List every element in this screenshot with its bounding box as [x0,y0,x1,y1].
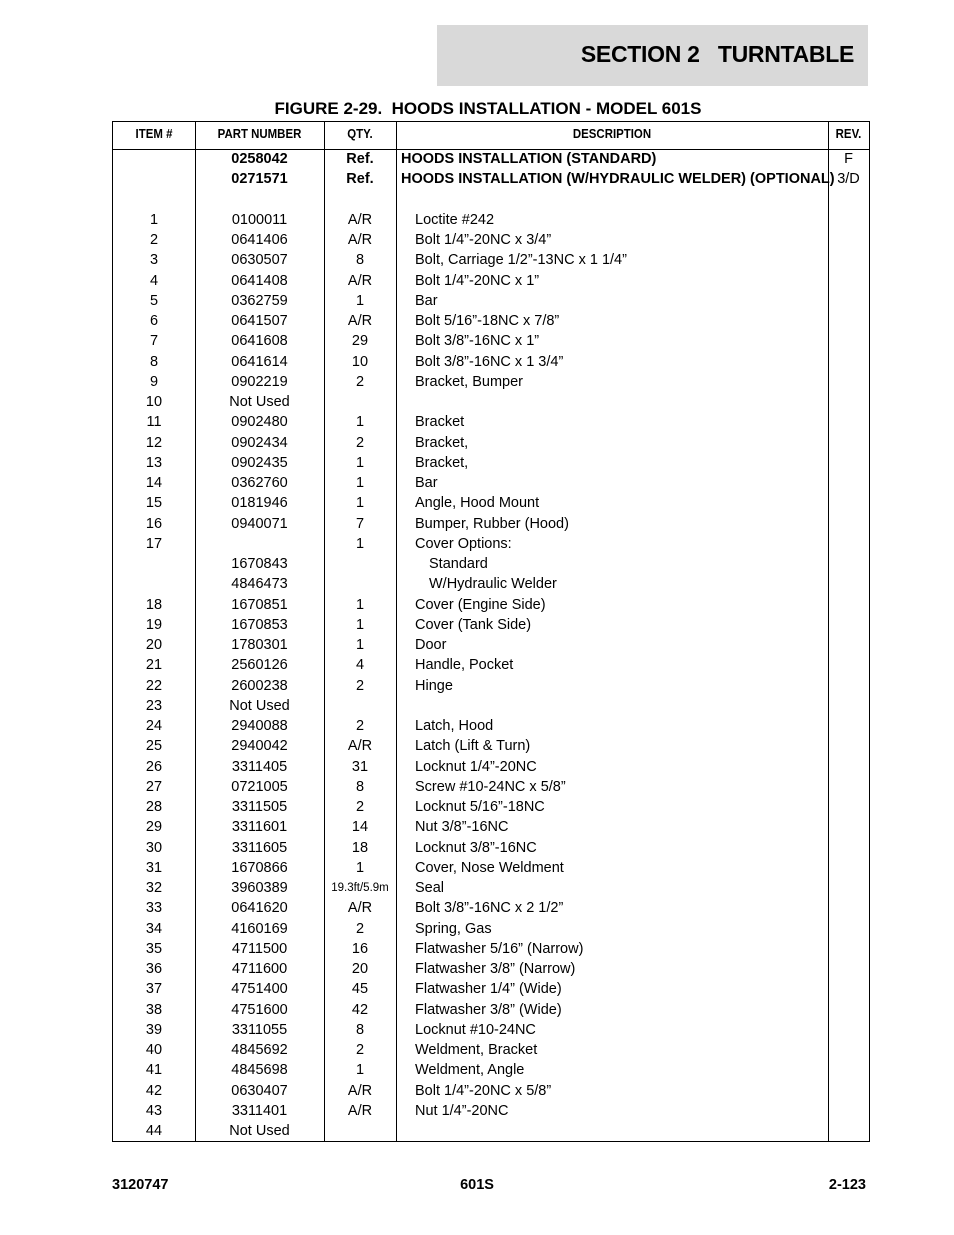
footer-doc-number: 3120747 [112,1177,169,1193]
cell-part-number: 0641620 [231,900,288,917]
cell-part-number: 0721005 [231,778,288,795]
table-row [113,676,869,696]
table-row [113,655,869,675]
table-row [113,392,869,412]
cell-qty: 1 [355,859,365,876]
cell-qty: 1 [355,292,365,309]
cell-description: Bracket, Bumper [415,373,523,390]
table-row [113,352,869,372]
cell-part-number: 4845692 [231,1042,288,1058]
table-row [113,412,869,432]
table-row [113,534,869,554]
cell-qty: 10 [351,353,369,370]
cell-item: 17 [145,535,163,552]
cell-qty: A/R [347,211,373,228]
table-row [113,574,869,594]
cell-item: 44 [145,1123,163,1139]
section-title: SECTION 2 TURNTABLE [580,41,854,67]
table-row [113,635,869,655]
cell-description: Weldment, Bracket [415,1042,538,1058]
cell-item: 7 [149,333,159,350]
cell-part-number: 0641408 [231,272,288,289]
cell-qty: Ref. [346,151,374,167]
cell-part-number: 0902434 [231,434,288,451]
table-row [113,736,869,756]
cell-item: 37 [145,981,163,998]
cell-part-number: 1670843 [231,556,288,572]
cell-part-number: 0362759 [231,292,288,309]
cell-description: Cover, Nose Weldment [415,859,564,876]
cell-part-number: 0641614 [231,353,288,370]
cell-item: 5 [149,292,159,309]
cell-part-number: Not Used [229,1123,290,1139]
cell-qty: 1 [355,535,365,552]
table-row [113,1000,869,1020]
cell-description: Flatwasher 3/8” (Narrow) [415,961,576,977]
cell-item: 39 [145,1021,163,1038]
table-row [113,250,869,270]
table-row [113,372,869,392]
cell-part-number: 0271571 [231,171,288,188]
cell-qty: 1 [355,1062,365,1079]
cell-item: 13 [145,454,163,471]
cell-part-number: 4751600 [231,1001,288,1018]
cell-item: 43 [145,1102,163,1119]
cell-qty: A/R [347,738,373,755]
cell-description: Door [415,637,447,653]
table-row [113,797,869,817]
table-row [113,858,869,878]
cell-item: 21 [145,657,163,674]
cell-qty: 4 [355,657,365,674]
cell-part-number: 1670851 [231,596,288,613]
table-row [113,331,869,351]
cell-item: 24 [145,718,163,734]
table-row [113,291,869,311]
table-row [113,271,869,291]
table-row [113,919,869,939]
cell-part-number: 3311401 [231,1102,288,1119]
cell-item: 28 [145,799,163,815]
table-row [113,939,869,959]
cell-item: 27 [145,778,163,795]
cell-item: 16 [145,515,163,532]
cell-rev: F [844,151,853,167]
cell-item: 19 [145,616,163,633]
cell-part-number: 3311505 [231,799,288,815]
cell-description: Seal [415,880,445,896]
cell-part-number: 3960389 [231,880,288,896]
cell-item: 42 [145,1082,163,1099]
cell-part-number: 0362760 [231,475,288,491]
cell-qty: 14 [351,819,369,836]
cell-part-number: 2560126 [231,657,288,674]
cell-part-number: 0630407 [231,1082,288,1099]
cell-description: Bolt 5/16”-18NC x 7/8” [415,313,560,329]
cell-item: 9 [149,373,159,390]
cell-item: 40 [145,1042,163,1058]
cell-description: Latch, Hood [415,718,494,734]
cell-description: Bumper, Rubber (Hood) [415,515,569,532]
section-header-box [437,25,868,86]
cell-description: Standard [429,556,488,572]
cell-description: Bar [415,292,438,309]
cell-part-number: 0902435 [231,454,288,471]
cell-qty: A/R [347,900,373,917]
table-body [113,149,869,1141]
table-row [113,817,869,837]
cell-item: 35 [145,940,163,957]
cell-part-number: 2940088 [231,718,288,734]
cell-item: 41 [145,1062,163,1079]
cell-item: 10 [145,394,163,410]
cell-description: Weldment, Angle [415,1062,525,1079]
cell-qty: 18 [351,839,369,856]
cell-part-number: 3311601 [231,819,288,836]
cell-description: Angle, Hood Mount [415,495,540,512]
cell-qty: 29 [351,333,369,350]
cell-item: 22 [145,677,163,694]
cell-qty: 2 [355,799,365,815]
table-row [113,898,869,918]
cell-part-number: 0641507 [231,313,288,329]
cell-description: Bolt 1/4”-20NC x 5/8” [415,1082,552,1099]
cell-part-number: 4846473 [231,576,288,593]
cell-qty: 8 [355,778,365,795]
cell-qty: 1 [355,637,365,653]
cell-description: Loctite #242 [415,211,495,228]
cell-description: HOODS INSTALLATION (STANDARD) [401,151,657,167]
cell-part-number: 0902219 [231,373,288,390]
cell-qty: 1 [355,454,365,471]
table-row [113,1081,869,1101]
cell-qty: A/R [347,313,373,329]
cell-qty: 8 [355,1021,365,1038]
table-row [113,210,869,230]
table-row [113,230,869,250]
cell-qty: 20 [351,961,369,977]
cell-description: Locknut 3/8”-16NC [415,839,537,856]
cell-description: Bracket [415,414,465,431]
cell-item: 36 [145,961,163,977]
cell-item: 15 [145,495,163,512]
cell-description: Nut 1/4”-20NC [415,1102,509,1119]
column-header-description: DESCRIPTION [572,126,652,141]
cell-item: 31 [145,859,163,876]
cell-item: 2 [149,232,159,248]
table-row [113,149,869,169]
cell-rev: 3/D [837,171,860,188]
cell-qty: 1 [355,414,365,431]
cell-qty: 2 [355,677,365,694]
table-row [113,1121,869,1141]
table-row [113,838,869,858]
cell-part-number: Not Used [229,394,290,410]
cell-part-number: 4160169 [231,920,288,937]
cell-item: 8 [149,353,159,370]
cell-description: Flatwasher 3/8” (Wide) [415,1001,562,1018]
table-row [113,493,869,513]
table-row [113,696,869,716]
cell-description: Flatwasher 5/16” (Narrow) [415,940,584,957]
cell-qty: A/R [347,1102,373,1119]
table-row [113,757,869,777]
cell-part-number: 0258042 [231,151,288,167]
table-row [113,190,869,210]
cell-item: 11 [146,414,162,431]
cell-qty: 1 [355,596,365,613]
cell-part-number: 3311055 [231,1021,288,1038]
cell-qty: 2 [355,1042,365,1058]
cell-item: 4 [149,272,159,289]
cell-item: 20 [145,637,163,653]
cell-item: 14 [145,475,163,491]
parts-table [112,121,870,1142]
table-row [113,777,869,797]
cell-item: 12 [145,434,163,451]
cell-description: Spring, Gas [415,920,492,937]
cell-description: Handle, Pocket [415,657,514,674]
footer-model: 601S [460,1177,494,1193]
cell-item: 38 [145,1001,163,1018]
cell-part-number: 1780301 [231,637,288,653]
table-row [113,311,869,331]
table-row [113,878,869,898]
cell-description: Hinge [415,677,453,694]
cell-item: 6 [149,313,159,329]
figure-title: FIGURE 2-29. HOODS INSTALLATION - MODEL 601S [274,99,702,118]
cell-qty: 7 [355,515,365,532]
table-row [113,979,869,999]
cell-qty: 31 [351,758,369,775]
column-header-item: ITEM # [135,126,173,141]
cell-qty: 2 [355,718,365,734]
table-row [113,514,869,534]
cell-description: Locknut #10-24NC [415,1021,536,1038]
cell-description: Bracket, [415,434,469,451]
cell-part-number: 4711600 [231,961,288,977]
cell-description: Nut 3/8”-16NC [415,819,509,836]
cell-part-number: 3311605 [231,839,288,856]
cell-qty: 19.3ft/5.9m [331,882,389,894]
table-row [113,1060,869,1080]
cell-part-number: 3311405 [231,758,288,775]
cell-item: 34 [145,920,163,937]
cell-qty: 2 [355,373,365,390]
cell-qty: 1 [355,495,365,512]
cell-description: Bolt 1/4”-20NC x 3/4” [415,232,552,248]
table-row [113,716,869,736]
cell-qty: 8 [355,252,365,269]
cell-part-number: 2600238 [231,677,288,694]
cell-item: 1 [149,211,159,228]
cell-item: 33 [145,900,163,917]
cell-part-number: 4751400 [231,981,288,998]
table-row [113,453,869,473]
cell-description: Bolt, Carriage 1/2”-13NC x 1 1/4” [415,252,627,269]
cell-item: 23 [145,697,163,714]
cell-description: Bolt 3/8”-16NC x 1” [415,333,540,350]
cell-description: Cover (Tank Side) [415,616,532,633]
cell-description: Bar [415,475,438,491]
cell-qty: A/R [347,1082,373,1099]
column-header-rev: REV. [835,126,862,141]
cell-part-number: 0181946 [231,495,288,512]
cell-part-number: 2940042 [231,738,288,755]
cell-qty: 45 [351,981,369,998]
cell-description: Locknut 5/16”-18NC [415,799,545,815]
cell-qty: A/R [347,232,373,248]
cell-part-number: 0630507 [231,252,288,269]
cell-description: Flatwasher 1/4” (Wide) [415,981,562,998]
cell-item: 3 [149,252,159,269]
cell-part-number: 0100011 [231,211,288,228]
cell-item: 30 [145,839,163,856]
cell-item: 32 [145,880,163,896]
cell-description: Screw #10-24NC x 5/8” [415,778,566,795]
cell-item: 29 [145,819,163,836]
cell-description: Bolt 1/4”-20NC x 1” [415,272,540,289]
cell-part-number: 1670866 [231,859,288,876]
cell-part-number: 1670853 [231,616,288,633]
cell-description: HOODS INSTALLATION (W/HYDRAULIC WELDER) (OPTIONAL) [401,171,835,188]
cell-qty: A/R [347,272,373,289]
cell-qty: 2 [355,434,365,451]
table-row [113,554,869,574]
cell-part-number: Not Used [229,697,290,714]
cell-qty: 2 [355,920,365,937]
table-row [113,169,869,189]
cell-qty: 16 [351,940,369,957]
cell-part-number: 4845698 [231,1062,288,1079]
column-header-part-number: PART NUMBER [217,126,302,141]
table-row [113,473,869,493]
cell-description: Bracket, [415,454,469,471]
cell-qty: Ref. [346,171,374,188]
table-row [113,615,869,635]
table-row [113,1101,869,1121]
table-row [113,595,869,615]
cell-part-number: 0641406 [231,232,288,248]
table-row [113,1020,869,1040]
cell-item: 18 [145,596,163,613]
cell-description: Cover Options: [415,535,512,552]
column-header-qty: QTY. [347,126,373,141]
table-row [113,1040,869,1060]
cell-part-number: 0940071 [231,515,288,532]
table-row [113,959,869,979]
cell-description: W/Hydraulic Welder [429,576,557,593]
cell-description: Locknut 1/4”-20NC [415,758,537,775]
cell-item: 26 [145,758,163,775]
cell-description: Cover (Engine Side) [415,596,546,613]
cell-item: 25 [145,738,163,755]
cell-qty: 1 [355,475,365,491]
cell-part-number: 0641608 [231,333,288,350]
cell-description: Bolt 3/8”-16NC x 1 3/4” [415,353,564,370]
cell-part-number: 0902480 [231,414,288,431]
cell-part-number: 4711500 [231,940,288,957]
footer-page-number: 2-123 [828,1177,866,1193]
cell-description: Latch (Lift & Turn) [415,738,531,755]
table-row [113,433,869,453]
cell-qty: 1 [355,616,365,633]
cell-qty: 42 [351,1001,369,1018]
cell-description: Bolt 3/8”-16NC x 2 1/2” [415,900,564,917]
